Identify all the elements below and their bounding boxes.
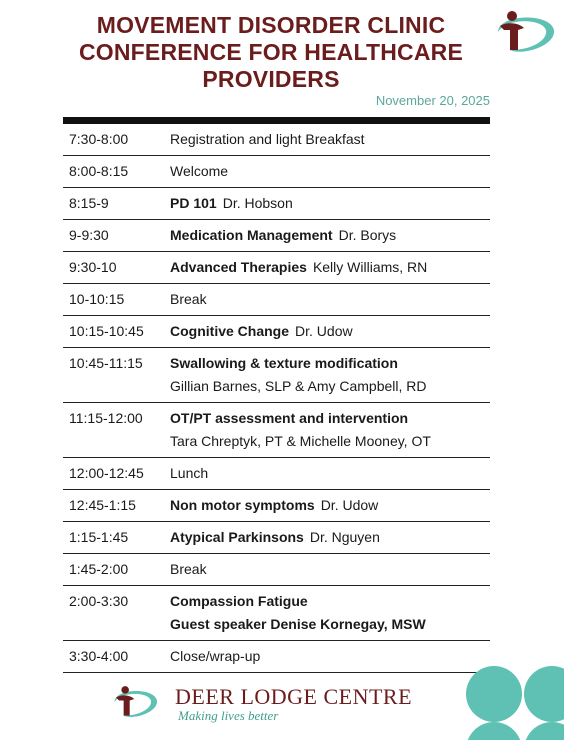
schedule-time — [63, 458, 170, 490]
session-title: Non motor symptoms — [170, 497, 315, 513]
schedule-activity — [170, 641, 490, 673]
time-text: 8:15-9 — [69, 195, 109, 211]
title-line-1: MOVEMENT DISORDER CLINIC — [96, 12, 446, 38]
schedule-activity — [170, 124, 490, 156]
schedule-row — [63, 124, 490, 156]
activity-text: Gillian Barnes, SLP & Amy Campbell, RD — [170, 378, 427, 394]
schedule-row — [63, 490, 490, 522]
activity-line — [170, 375, 490, 398]
activity-text: Lunch — [170, 465, 209, 481]
schedule-row — [63, 348, 490, 403]
speaker-name: Dr. Udow — [295, 323, 353, 339]
time-text: 12:00-12:45 — [69, 465, 144, 481]
schedule-activity — [170, 316, 490, 348]
schedule-activity — [170, 252, 490, 284]
schedule-time — [63, 348, 170, 403]
activity-line — [170, 124, 490, 151]
header-rule — [63, 117, 490, 124]
schedule-time — [63, 554, 170, 586]
schedule-row — [63, 586, 490, 641]
schedule-time — [63, 124, 170, 156]
time-text: 10:45-11:15 — [69, 355, 143, 371]
schedule-row — [63, 252, 490, 284]
schedule-table — [63, 124, 490, 673]
schedule-activity — [170, 554, 490, 586]
schedule-activity — [170, 188, 490, 220]
session-title: Medication Management — [170, 227, 333, 243]
schedule-time — [63, 316, 170, 348]
title-line-3: PROVIDERS — [202, 66, 340, 92]
page-title — [36, 12, 506, 93]
schedule-row — [63, 554, 490, 586]
activity-line — [170, 458, 490, 485]
decorative-circles — [464, 662, 564, 740]
schedule-time — [63, 220, 170, 252]
session-title: Atypical Parkinsons — [170, 529, 304, 545]
schedule-row — [63, 284, 490, 316]
time-text: 11:15-12:00 — [69, 410, 143, 426]
activity-line — [170, 641, 490, 668]
speaker-name: Dr. Borys — [338, 227, 397, 243]
speaker-name: Dr. Nguyen — [309, 529, 380, 545]
schedule-time — [63, 522, 170, 554]
schedule-time — [63, 156, 170, 188]
time-text: 2:00-3:30 — [69, 593, 129, 609]
time-text: 9:30-10 — [69, 259, 117, 275]
title-line-2: CONFERENCE FOR HEALTHCARE — [78, 39, 464, 65]
schedule-time — [63, 490, 170, 522]
schedule-row — [63, 458, 490, 490]
footer-org-name: DEER LODGE CENTRE — [175, 684, 413, 709]
session-title: Swallowing & texture modification — [170, 355, 398, 371]
session-title: OT/PT assessment and intervention — [170, 410, 409, 426]
schedule-row — [63, 316, 490, 348]
event-date: November 20, 2025 — [375, 93, 490, 108]
schedule-row — [63, 403, 490, 458]
activity-text: Tara Chreptyk, PT & Michelle Mooney, OT — [170, 433, 431, 449]
activity-line — [170, 252, 490, 279]
session-title: Guest speaker Denise Kornegay, MSW — [170, 616, 426, 632]
speaker-name: Kelly Williams, RN — [312, 259, 428, 275]
schedule-activity — [170, 403, 490, 458]
schedule-time — [63, 641, 170, 673]
schedule-row — [63, 156, 490, 188]
schedule-row — [63, 641, 490, 673]
schedule-activity — [170, 284, 490, 316]
schedule-activity — [170, 490, 490, 522]
schedule-activity — [170, 156, 490, 188]
schedule-row — [63, 188, 490, 220]
schedule-activity — [170, 458, 490, 490]
time-text: 7:30-8:00 — [69, 131, 129, 147]
activity-text: Close/wrap-up — [170, 648, 261, 664]
schedule-time — [63, 403, 170, 458]
time-text: 10:15-10:45 — [69, 323, 144, 339]
speaker-name: Dr. Hobson — [222, 195, 293, 211]
activity-line — [170, 522, 490, 549]
session-title: Compassion Fatigue — [170, 593, 308, 609]
schedule-time — [63, 284, 170, 316]
activity-text: Welcome — [170, 163, 229, 179]
session-title: PD 101 — [170, 195, 217, 211]
time-text: 1:15-1:45 — [69, 529, 129, 545]
activity-line — [170, 403, 490, 430]
activity-line — [170, 586, 490, 613]
schedule-time — [63, 188, 170, 220]
schedule-activity — [170, 586, 490, 641]
schedule-time — [63, 252, 170, 284]
schedule-row — [63, 220, 490, 252]
activity-text: Break — [170, 561, 207, 577]
time-text: 8:00-8:15 — [69, 163, 129, 179]
activity-line — [170, 220, 490, 247]
time-text: 3:30-4:00 — [69, 648, 129, 664]
activity-line — [170, 348, 490, 375]
deer-lodge-logo-icon — [492, 6, 558, 58]
footer-logo-icon — [110, 682, 160, 722]
activity-line — [170, 490, 490, 517]
time-text: 9-9:30 — [69, 227, 109, 243]
activity-line — [170, 284, 490, 311]
activity-line — [170, 430, 490, 453]
schedule-activity — [170, 522, 490, 554]
activity-line — [170, 554, 490, 581]
time-text: 12:45-1:15 — [69, 497, 136, 513]
activity-text: Break — [170, 291, 207, 307]
session-title: Cognitive Change — [170, 323, 290, 339]
time-text: 1:45-2:00 — [69, 561, 129, 577]
session-title: Advanced Therapies — [170, 259, 307, 275]
activity-line — [170, 613, 490, 636]
footer-tagline: Making lives better — [178, 708, 279, 723]
time-text: 10-10:15 — [69, 291, 125, 307]
speaker-name: Dr. Udow — [320, 497, 379, 513]
activity-line — [170, 188, 490, 215]
activity-line — [170, 316, 490, 343]
activity-text: Registration and light Breakfast — [170, 131, 365, 147]
schedule-activity — [170, 348, 490, 403]
schedule-activity — [170, 220, 490, 252]
schedule-row — [63, 522, 490, 554]
schedule-time — [63, 586, 170, 641]
activity-line — [170, 156, 490, 183]
